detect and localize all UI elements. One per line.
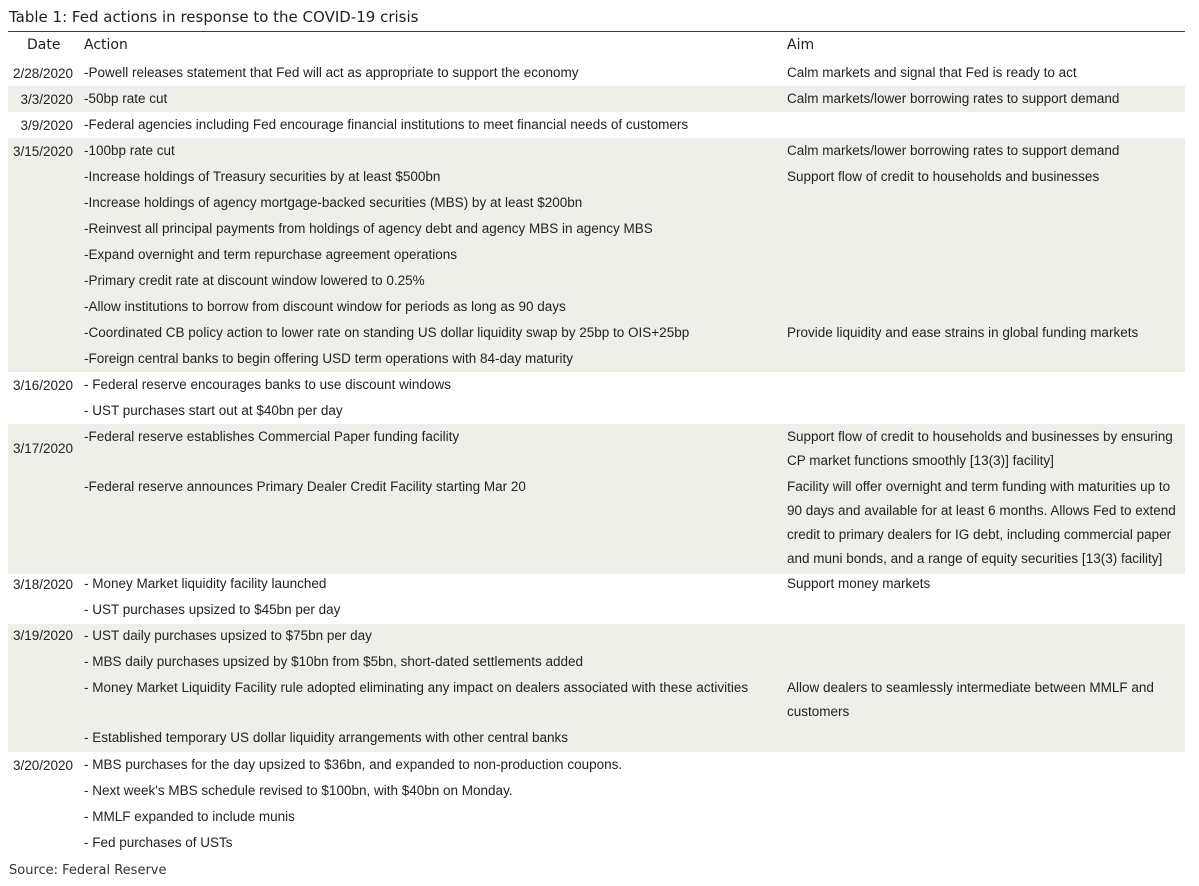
row-date: 3/17/2020 xyxy=(12,441,73,456)
action-cell: -Powell releases statement that Fed will act as appropriate to support the economy xyxy=(84,65,579,80)
action-cell: - MBS purchases for the day upsized to $36bn, and expanded to non-production coupons. xyxy=(84,757,623,772)
aim-cell: Provide liquidity and ease strains in global funding markets xyxy=(787,325,1139,340)
row-date: 2/28/2020 xyxy=(12,66,73,81)
aim-cell: Support flow of credit to households and businesses by ensuring CP market functions smoothly [13(3)] facility] xyxy=(787,429,1173,468)
action-cell: -Federal agencies including Fed encourage financial institutions to meet financial needs of customers xyxy=(84,117,689,132)
action-cell: - Federal reserve encourages banks to use discount windows xyxy=(84,377,451,392)
action-cell: -Coordinated CB policy action to lower rate on standing US dollar liquidity swap by 25bp to OIS+25bp xyxy=(84,325,690,340)
table-title: Table 1: Fed actions in response to the COVID-19 crisis xyxy=(9,8,419,26)
table-row-group xyxy=(8,424,1185,574)
row-date: 3/19/2020 xyxy=(12,628,73,643)
action-cell: -Federal reserve establishes Commercial Paper funding facility xyxy=(84,429,460,444)
table-row-group xyxy=(8,60,1185,86)
header-aim: Aim xyxy=(787,37,815,53)
header-action: Action xyxy=(84,37,128,53)
action-cell: -Foreign central banks to begin offering USD term operations with 84-day maturity xyxy=(84,351,573,366)
header-date: Date xyxy=(27,37,61,53)
action-cell: -Primary credit rate at discount window lowered to 0.25% xyxy=(84,273,425,288)
table-row-group xyxy=(8,752,1185,856)
aim-cell: Calm markets and signal that Fed is ready to act xyxy=(787,65,1077,80)
action-cell: - Established temporary US dollar liquidity arrangements with other central banks xyxy=(84,730,568,745)
action-cell: -Increase holdings of agency mortgage-backed securities (MBS) by at least $200bn xyxy=(84,195,583,210)
action-cell: - UST purchases start out at $40bn per day xyxy=(84,403,343,418)
row-date: 3/20/2020 xyxy=(12,758,73,773)
row-date: 3/16/2020 xyxy=(12,378,73,393)
action-cell: -Allow institutions to borrow from discount window for periods as long as 90 days xyxy=(84,299,566,314)
table-row-group xyxy=(8,86,1185,112)
action-cell: - Fed purchases of USTs xyxy=(84,835,233,850)
row-date: 3/18/2020 xyxy=(12,577,73,592)
aim-cell: Allow dealers to seamlessly intermediate between MMLF and customers xyxy=(787,680,1154,719)
action-cell: -100bp rate cut xyxy=(84,143,175,158)
aim-cell: Support money markets xyxy=(787,576,931,591)
action-cell: - MMLF expanded to include munis xyxy=(84,809,295,824)
title-divider xyxy=(8,31,1185,32)
aim-cell: Support flow of credit to households and businesses xyxy=(787,169,1100,184)
source-note: Source: Federal Reserve xyxy=(9,863,167,878)
table-row-group xyxy=(8,138,1185,372)
table-row-group xyxy=(8,372,1185,424)
action-cell: - UST purchases upsized to $45bn per day xyxy=(84,602,341,617)
action-cell: -50bp rate cut xyxy=(84,91,168,106)
table-row-group xyxy=(8,574,1185,624)
aim-cell: Calm markets/lower borrowing rates to support demand xyxy=(787,91,1120,106)
action-cell: - Money Market Liquidity Facility rule adopted eliminating any impact on dealers associated with these activities xyxy=(84,680,749,695)
action-cell: -Reinvest all principal payments from holdings of agency debt and agency MBS in agency MBS xyxy=(84,221,653,236)
action-cell: -Federal reserve announces Primary Dealer Credit Facility starting Mar 20 xyxy=(84,479,526,494)
action-cell: - UST daily purchases upsized to $75bn per day xyxy=(84,628,372,643)
action-cell: - MBS daily purchases upsized by $10bn from $5bn, short-dated settlements added xyxy=(84,654,584,669)
table-row-group xyxy=(8,112,1185,138)
table-row-group xyxy=(8,624,1185,752)
action-cell: -Expand overnight and term repurchase agreement operations xyxy=(84,247,457,262)
action-cell: - Money Market liquidity facility launched xyxy=(84,576,327,591)
row-date: 3/9/2020 xyxy=(20,118,73,133)
row-date: 3/15/2020 xyxy=(12,144,73,159)
aim-cell: Calm markets/lower borrowing rates to support demand xyxy=(787,143,1120,158)
action-cell: - Next week's MBS schedule revised to $100bn, with $40bn on Monday. xyxy=(84,783,513,798)
row-date: 3/3/2020 xyxy=(20,92,73,107)
action-cell: -Increase holdings of Treasury securities by at least $500bn xyxy=(84,169,441,184)
aim-cell: Facility will offer overnight and term funding with maturities up to 90 days and available for at least 6 months. Allows Fed to extend credit to primary dealers for IG debt, including commercial paper and muni bonds, and a range of equity securities [13(3) facility] xyxy=(787,479,1176,566)
